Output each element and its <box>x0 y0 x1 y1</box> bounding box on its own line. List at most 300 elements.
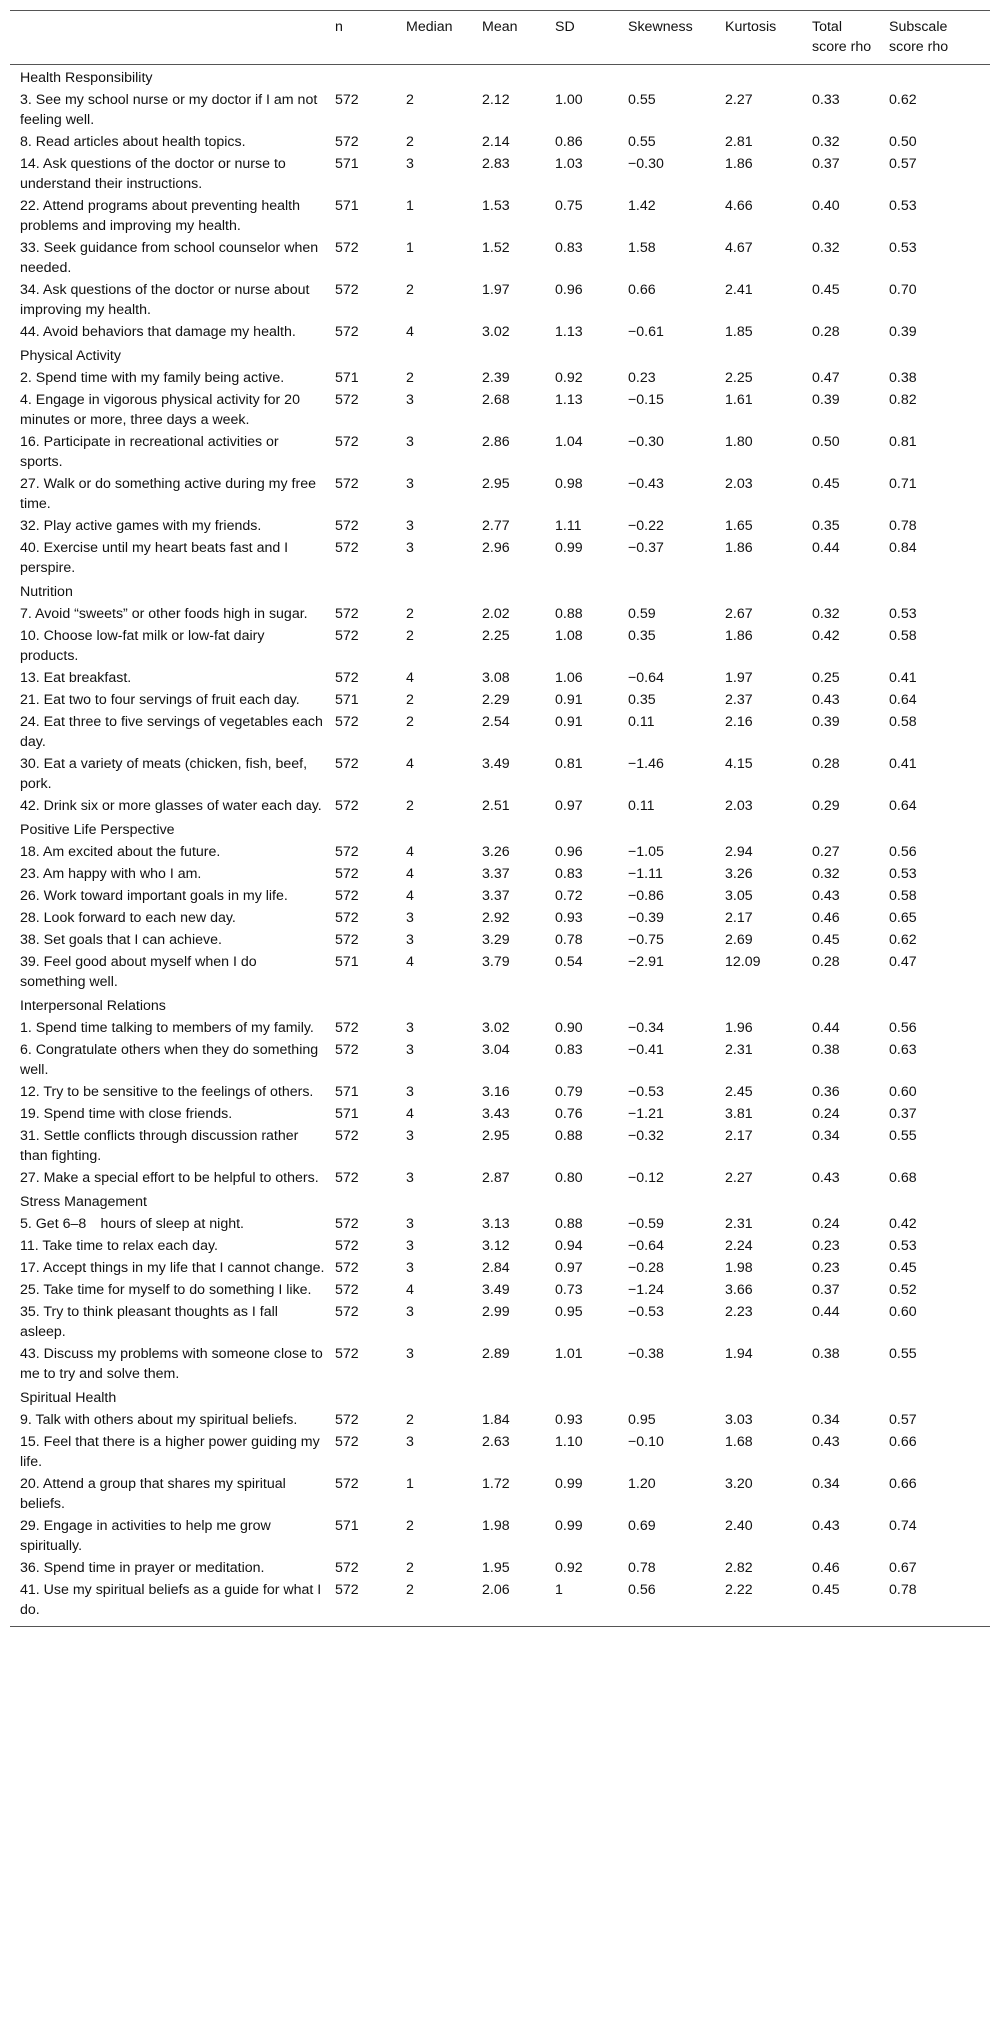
table-row <box>10 795 990 817</box>
n-value: 572 <box>335 1042 359 1058</box>
mean-value: 2.39 <box>482 370 510 386</box>
subscale-rho-value: 0.52 <box>889 1282 917 1298</box>
kurtosis-value: 2.23 <box>725 1304 753 1320</box>
subscale-rho-value: 0.53 <box>889 240 917 256</box>
kurtosis-value: 2.17 <box>725 1128 753 1144</box>
kurtosis-value: 2.03 <box>725 798 753 814</box>
sd-value: 0.78 <box>555 932 583 948</box>
total-rho-value: 0.43 <box>812 1434 840 1450</box>
kurtosis-value: 2.17 <box>725 910 753 926</box>
table-row <box>10 603 990 625</box>
mean-value: 2.77 <box>482 518 510 534</box>
header-subscale-score-rho: Subscale score rho <box>884 11 990 65</box>
median-value: 4 <box>406 866 414 882</box>
median-value: 2 <box>406 1518 414 1534</box>
n-value: 572 <box>335 1128 359 1144</box>
subscale-rho-value: 0.38 <box>889 370 917 386</box>
sd-value: 0.83 <box>555 1042 583 1058</box>
total-rho-value: 0.39 <box>812 714 840 730</box>
n-value: 572 <box>335 1020 359 1036</box>
subscale-rho-value: 0.58 <box>889 628 917 644</box>
header-row <box>10 11 990 65</box>
skewness-value: 0.55 <box>628 134 656 150</box>
table-row <box>10 89 990 131</box>
mean-value: 2.83 <box>482 156 510 172</box>
kurtosis-value: 4.67 <box>725 240 753 256</box>
sd-value: 0.94 <box>555 1238 583 1254</box>
kurtosis-value: 12.09 <box>725 954 761 970</box>
n-value: 572 <box>335 798 359 814</box>
subscale-rho-value: 0.70 <box>889 282 917 298</box>
sd-value: 0.75 <box>555 198 583 214</box>
table-row <box>10 929 990 951</box>
median-value: 3 <box>406 1170 414 1186</box>
sd-value: 0.76 <box>555 1106 583 1122</box>
item-text: 13. Eat breakfast. <box>20 670 132 686</box>
item-text: 2. Spend time with my family being active. <box>20 370 285 386</box>
total-rho-value: 0.45 <box>812 476 840 492</box>
table-row <box>10 153 990 195</box>
median-value: 4 <box>406 888 414 904</box>
kurtosis-value: 2.81 <box>725 134 753 150</box>
median-value: 2 <box>406 606 414 622</box>
n-value: 572 <box>335 714 359 730</box>
kurtosis-value: 1.97 <box>725 670 753 686</box>
skewness-value: 0.35 <box>628 628 656 644</box>
table-row <box>10 1515 990 1557</box>
skewness-value: 0.35 <box>628 692 656 708</box>
skewness-value: 1.20 <box>628 1476 656 1492</box>
table-row <box>10 1343 990 1385</box>
n-value: 572 <box>335 92 359 108</box>
item-text: 32. Play active games with my friends. <box>20 518 262 534</box>
table-row <box>10 841 990 863</box>
n-value: 572 <box>335 866 359 882</box>
sd-value: 0.90 <box>555 1020 583 1036</box>
total-rho-value: 0.46 <box>812 1560 840 1576</box>
kurtosis-value: 1.68 <box>725 1434 753 1450</box>
skewness-value: −0.53 <box>628 1084 664 1100</box>
total-rho-value: 0.32 <box>812 134 840 150</box>
item-text: 7. Avoid “sweets” or other foods high in sugar. <box>20 606 308 622</box>
mean-value: 2.02 <box>482 606 510 622</box>
table-row <box>10 951 990 993</box>
item-text: 1. Spend time talking to members of my family. <box>20 1020 314 1036</box>
skewness-value: −1.21 <box>628 1106 664 1122</box>
subscale-rho-value: 0.65 <box>889 910 917 926</box>
sd-value: 0.97 <box>555 1260 583 1276</box>
item-text: 21. Eat two to four servings of fruit each day. <box>20 692 300 708</box>
median-value: 3 <box>406 932 414 948</box>
mean-value: 2.14 <box>482 134 510 150</box>
total-rho-value: 0.38 <box>812 1042 840 1058</box>
sd-value: 0.97 <box>555 798 583 814</box>
subscale-rho-value: 0.68 <box>889 1170 917 1186</box>
total-rho-value: 0.43 <box>812 1170 840 1186</box>
n-value: 572 <box>335 282 359 298</box>
median-value: 4 <box>406 1282 414 1298</box>
sd-value: 1.10 <box>555 1434 583 1450</box>
skewness-value: −0.38 <box>628 1346 664 1362</box>
mean-value: 3.26 <box>482 844 510 860</box>
header-kurtosis: Kurtosis <box>720 11 807 65</box>
n-value: 572 <box>335 540 359 556</box>
item-text: 18. Am excited about the future. <box>20 844 221 860</box>
header-n: n <box>330 11 401 65</box>
item-text: 38. Set goals that I can achieve. <box>20 932 222 948</box>
total-rho-value: 0.38 <box>812 1346 840 1362</box>
median-value: 1 <box>406 1476 414 1492</box>
n-value: 572 <box>335 1434 359 1450</box>
header-total-score-rho: Total score rho <box>807 11 884 65</box>
total-rho-value: 0.28 <box>812 954 840 970</box>
kurtosis-value: 2.45 <box>725 1084 753 1100</box>
mean-value: 2.12 <box>482 92 510 108</box>
total-rho-value: 0.44 <box>812 540 840 556</box>
table-row <box>10 1103 990 1125</box>
kurtosis-value: 2.16 <box>725 714 753 730</box>
n-value: 572 <box>335 932 359 948</box>
section-title: Stress Management <box>20 1194 147 1210</box>
kurtosis-value: 1.98 <box>725 1260 753 1276</box>
total-rho-value: 0.50 <box>812 434 840 450</box>
sd-value: 1.08 <box>555 628 583 644</box>
subscale-rho-value: 0.47 <box>889 954 917 970</box>
mean-value: 3.37 <box>482 866 510 882</box>
item-text: 33. Seek guidance from school counselor when needed. <box>20 240 319 276</box>
subscale-rho-value: 0.67 <box>889 1560 917 1576</box>
mean-value: 3.08 <box>482 670 510 686</box>
skewness-value: −0.64 <box>628 670 664 686</box>
skewness-value: −0.59 <box>628 1216 664 1232</box>
item-text: 26. Work toward important goals in my life. <box>20 888 288 904</box>
total-rho-value: 0.37 <box>812 1282 840 1298</box>
total-rho-value: 0.23 <box>812 1260 840 1276</box>
mean-value: 3.12 <box>482 1238 510 1254</box>
section-row <box>10 579 990 603</box>
skewness-value: −0.86 <box>628 888 664 904</box>
sd-value: 0.83 <box>555 866 583 882</box>
sd-value: 1.13 <box>555 324 583 340</box>
subscale-rho-value: 0.37 <box>889 1106 917 1122</box>
skewness-value: −0.64 <box>628 1238 664 1254</box>
kurtosis-value: 4.66 <box>725 198 753 214</box>
item-text: 25. Take time for myself to do something I like. <box>20 1282 312 1298</box>
n-value: 571 <box>335 1106 359 1122</box>
section-title: Health Responsibility <box>20 70 153 86</box>
table-row <box>10 1081 990 1103</box>
median-value: 4 <box>406 324 414 340</box>
header-sd: SD <box>550 11 623 65</box>
median-value: 2 <box>401 1579 477 1627</box>
subscale-rho-value: 0.53 <box>889 1238 917 1254</box>
sd-value: 0.99 <box>555 1476 583 1492</box>
mean-value: 3.02 <box>482 1020 510 1036</box>
sd-value: 1.13 <box>555 392 583 408</box>
table-row <box>10 1235 990 1257</box>
n-value: 572 <box>335 240 359 256</box>
subscale-rho-value: 0.63 <box>889 1042 917 1058</box>
mean-value: 2.63 <box>482 1434 510 1450</box>
mean-value: 2.29 <box>482 692 510 708</box>
sd-value: 1.11 <box>555 518 582 534</box>
item-text: 42. Drink six or more glasses of water each day. <box>20 798 322 814</box>
total-rho-value: 0.28 <box>812 756 840 772</box>
kurtosis-value: 1.85 <box>725 324 753 340</box>
sd-value: 0.96 <box>555 844 583 860</box>
n-value: 572 <box>335 134 359 150</box>
kurtosis-value: 2.25 <box>725 370 753 386</box>
sd-value: 0.88 <box>555 1216 583 1232</box>
median-value: 4 <box>406 756 414 772</box>
skewness-value: 0.55 <box>628 92 656 108</box>
subscale-rho-value: 0.53 <box>889 866 917 882</box>
n-value: 571 <box>335 198 359 214</box>
section-row <box>10 65 990 90</box>
sd-value: 1.00 <box>555 92 583 108</box>
skewness-value: −0.41 <box>628 1042 664 1058</box>
kurtosis-value: 3.05 <box>725 888 753 904</box>
n-value: 571 <box>335 1084 359 1100</box>
item-text: 31. Settle conflicts through discussion rather than fighting. <box>20 1128 299 1164</box>
skewness-value: −0.43 <box>628 476 664 492</box>
n-value: 572 <box>335 1216 359 1232</box>
mean-value: 2.84 <box>482 1260 510 1276</box>
sd-value: 0.81 <box>555 756 583 772</box>
kurtosis-value: 3.81 <box>725 1106 753 1122</box>
sd-value: 0.99 <box>555 540 583 556</box>
median-value: 2 <box>406 92 414 108</box>
sd-value: 1 <box>550 1579 623 1627</box>
median-value: 2 <box>406 714 414 730</box>
kurtosis-value: 2.03 <box>725 476 753 492</box>
total-rho-value: 0.25 <box>812 670 840 686</box>
subscale-rho-value: 0.41 <box>889 756 917 772</box>
subscale-rho-value: 0.74 <box>889 1518 917 1534</box>
table-row <box>10 625 990 667</box>
median-value: 2 <box>406 798 414 814</box>
table-row <box>10 1301 990 1343</box>
subscale-rho-value: 0.55 <box>889 1346 917 1362</box>
subscale-rho-value: 0.41 <box>889 670 917 686</box>
table-row <box>10 1579 990 1627</box>
sd-value: 0.83 <box>555 240 583 256</box>
item-text: 43. Discuss my problems with someone close to me to try and solve them. <box>20 1346 323 1382</box>
median-value: 2 <box>406 134 414 150</box>
kurtosis-value: 2.67 <box>725 606 753 622</box>
median-value: 3 <box>406 1128 414 1144</box>
skewness-value: 0.95 <box>628 1412 656 1428</box>
sd-value: 0.86 <box>555 134 583 150</box>
subscale-rho-value: 0.64 <box>889 798 917 814</box>
subscale-rho-value: 0.50 <box>889 134 917 150</box>
table-row <box>10 689 990 711</box>
mean-value: 2.95 <box>482 1128 510 1144</box>
median-value: 2 <box>406 370 414 386</box>
median-value: 3 <box>406 518 414 534</box>
skewness-value: −0.28 <box>628 1260 664 1276</box>
kurtosis-value: 2.27 <box>725 1170 753 1186</box>
skewness-value: −0.61 <box>628 324 664 340</box>
median-value: 3 <box>406 1346 414 1362</box>
total-rho-value: 0.45 <box>812 282 840 298</box>
kurtosis-value: 2.31 <box>725 1042 753 1058</box>
item-text: 27. Make a special effort to be helpful to others. <box>20 1170 319 1186</box>
table-row <box>10 389 990 431</box>
item-text: 6. Congratulate others when they do something well. <box>20 1042 319 1078</box>
table-row <box>10 1257 990 1279</box>
section-title: Positive Life Perspective <box>20 822 175 838</box>
n-value: 572 <box>335 628 359 644</box>
subscale-rho-value: 0.58 <box>889 888 917 904</box>
total-rho-value: 0.33 <box>812 92 840 108</box>
table-row <box>10 515 990 537</box>
table-row <box>10 321 990 343</box>
skewness-value: −0.53 <box>628 1304 664 1320</box>
mean-value: 3.13 <box>482 1216 510 1232</box>
mean-value: 1.95 <box>482 1560 510 1576</box>
total-rho-value: 0.43 <box>812 1518 840 1534</box>
mean-value: 3.49 <box>482 756 510 772</box>
sd-value: 0.98 <box>555 476 583 492</box>
item-text: 28. Look forward to each new day. <box>20 910 236 926</box>
table-row <box>10 1017 990 1039</box>
total-rho-value: 0.32 <box>812 240 840 256</box>
n-value: 572 <box>335 1282 359 1298</box>
header-mean: Mean <box>477 11 550 65</box>
kurtosis-value: 3.26 <box>725 866 753 882</box>
total-rho-value: 0.45 <box>812 932 840 948</box>
median-value: 3 <box>406 1260 414 1276</box>
subscale-rho-value: 0.57 <box>889 156 917 172</box>
n-value: 572 <box>335 476 359 492</box>
n-value: 572 <box>335 670 359 686</box>
total-rho-value: 0.32 <box>812 866 840 882</box>
total-rho-value: 0.43 <box>812 888 840 904</box>
median-value: 3 <box>406 540 414 556</box>
n-value: 572 <box>335 324 359 340</box>
n-value: 571 <box>335 954 359 970</box>
total-rho-value: 0.36 <box>812 1084 840 1100</box>
skewness-value: 0.11 <box>628 798 655 814</box>
mean-value: 2.96 <box>482 540 510 556</box>
table-row <box>10 1473 990 1515</box>
skewness-value: −0.75 <box>628 932 664 948</box>
skewness-value: −0.30 <box>628 434 664 450</box>
section-row <box>10 343 990 367</box>
mean-value: 2.87 <box>482 1170 510 1186</box>
subscale-rho-value: 0.82 <box>889 392 917 408</box>
subscale-rho-value: 0.66 <box>889 1434 917 1450</box>
table-row <box>10 1431 990 1473</box>
subscale-rho-value: 0.45 <box>889 1260 917 1276</box>
kurtosis-value: 4.15 <box>725 756 753 772</box>
n-value: 572 <box>335 910 359 926</box>
kurtosis-value: 2.27 <box>725 92 753 108</box>
subscale-rho-value: 0.62 <box>889 932 917 948</box>
n-value: 572 <box>335 1304 359 1320</box>
median-value: 2 <box>406 692 414 708</box>
subscale-rho-value: 0.78 <box>884 1579 990 1627</box>
section-title: Interpersonal Relations <box>20 998 166 1014</box>
sd-value: 0.80 <box>555 1170 583 1186</box>
table-row <box>10 1213 990 1235</box>
table-row <box>10 131 990 153</box>
table-row <box>10 431 990 473</box>
sd-value: 0.72 <box>555 888 583 904</box>
mean-value: 2.51 <box>482 798 510 814</box>
item-text: 15. Feel that there is a higher power guiding my life. <box>20 1434 320 1470</box>
n-value: 571 <box>335 692 359 708</box>
item-text: 4. Engage in vigorous physical activity for 20 minutes or more, three days a week. <box>20 392 315 428</box>
median-value: 2 <box>406 282 414 298</box>
mean-value: 2.95 <box>482 476 510 492</box>
n-value: 572 <box>335 518 359 534</box>
n-value: 572 <box>335 392 359 408</box>
sd-value: 0.95 <box>555 1304 583 1320</box>
total-rho-value: 0.42 <box>812 628 840 644</box>
median-value: 3 <box>406 1434 414 1450</box>
table-row <box>10 1039 990 1081</box>
subscale-rho-value: 0.58 <box>889 714 917 730</box>
sd-value: 0.88 <box>555 1128 583 1144</box>
sd-value: 0.88 <box>555 606 583 622</box>
skewness-value: 0.66 <box>628 282 656 298</box>
kurtosis-value: 1.96 <box>725 1020 753 1036</box>
table-row <box>10 1167 990 1189</box>
item-text: 19. Spend time with close friends. <box>20 1106 233 1122</box>
total-rho-value: 0.28 <box>812 324 840 340</box>
section-row <box>10 993 990 1017</box>
mean-value: 2.89 <box>482 1346 510 1362</box>
item-text: 16. Participate in recreational activities or sports. <box>20 434 279 470</box>
skewness-value: −0.30 <box>628 156 664 172</box>
total-rho-value: 0.34 <box>812 1128 840 1144</box>
median-value: 3 <box>406 1216 414 1232</box>
item-text: 44. Avoid behaviors that damage my health. <box>20 324 296 340</box>
descriptive-statistics-table <box>10 10 990 1627</box>
total-rho-value: 0.45 <box>807 1579 884 1627</box>
mean-value: 3.02 <box>482 324 510 340</box>
skewness-value: 0.11 <box>628 714 655 730</box>
total-rho-value: 0.44 <box>812 1304 840 1320</box>
mean-value: 1.52 <box>482 240 510 256</box>
table-row <box>10 537 990 579</box>
skewness-value: −0.10 <box>628 1434 664 1450</box>
total-rho-value: 0.46 <box>812 910 840 926</box>
item-text: 17. Accept things in my life that I cannot change. <box>20 1260 325 1276</box>
skewness-value: −0.22 <box>628 518 664 534</box>
n-value: 571 <box>335 1518 359 1534</box>
sd-value: 1.03 <box>555 156 583 172</box>
mean-value: 1.84 <box>482 1412 510 1428</box>
kurtosis-value: 1.61 <box>725 392 753 408</box>
median-value: 3 <box>406 1304 414 1320</box>
mean-value: 2.54 <box>482 714 510 730</box>
median-value: 3 <box>406 1020 414 1036</box>
sd-value: 0.96 <box>555 282 583 298</box>
mean-value: 1.53 <box>482 198 510 214</box>
total-rho-value: 0.34 <box>812 1476 840 1492</box>
mean-value: 2.86 <box>482 434 510 450</box>
kurtosis-value: 2.24 <box>725 1238 753 1254</box>
table-row <box>10 1125 990 1167</box>
subscale-rho-value: 0.39 <box>889 324 917 340</box>
n-value: 572 <box>335 434 359 450</box>
kurtosis-value: 2.22 <box>720 1579 807 1627</box>
kurtosis-value: 1.86 <box>725 628 753 644</box>
total-rho-value: 0.47 <box>812 370 840 386</box>
